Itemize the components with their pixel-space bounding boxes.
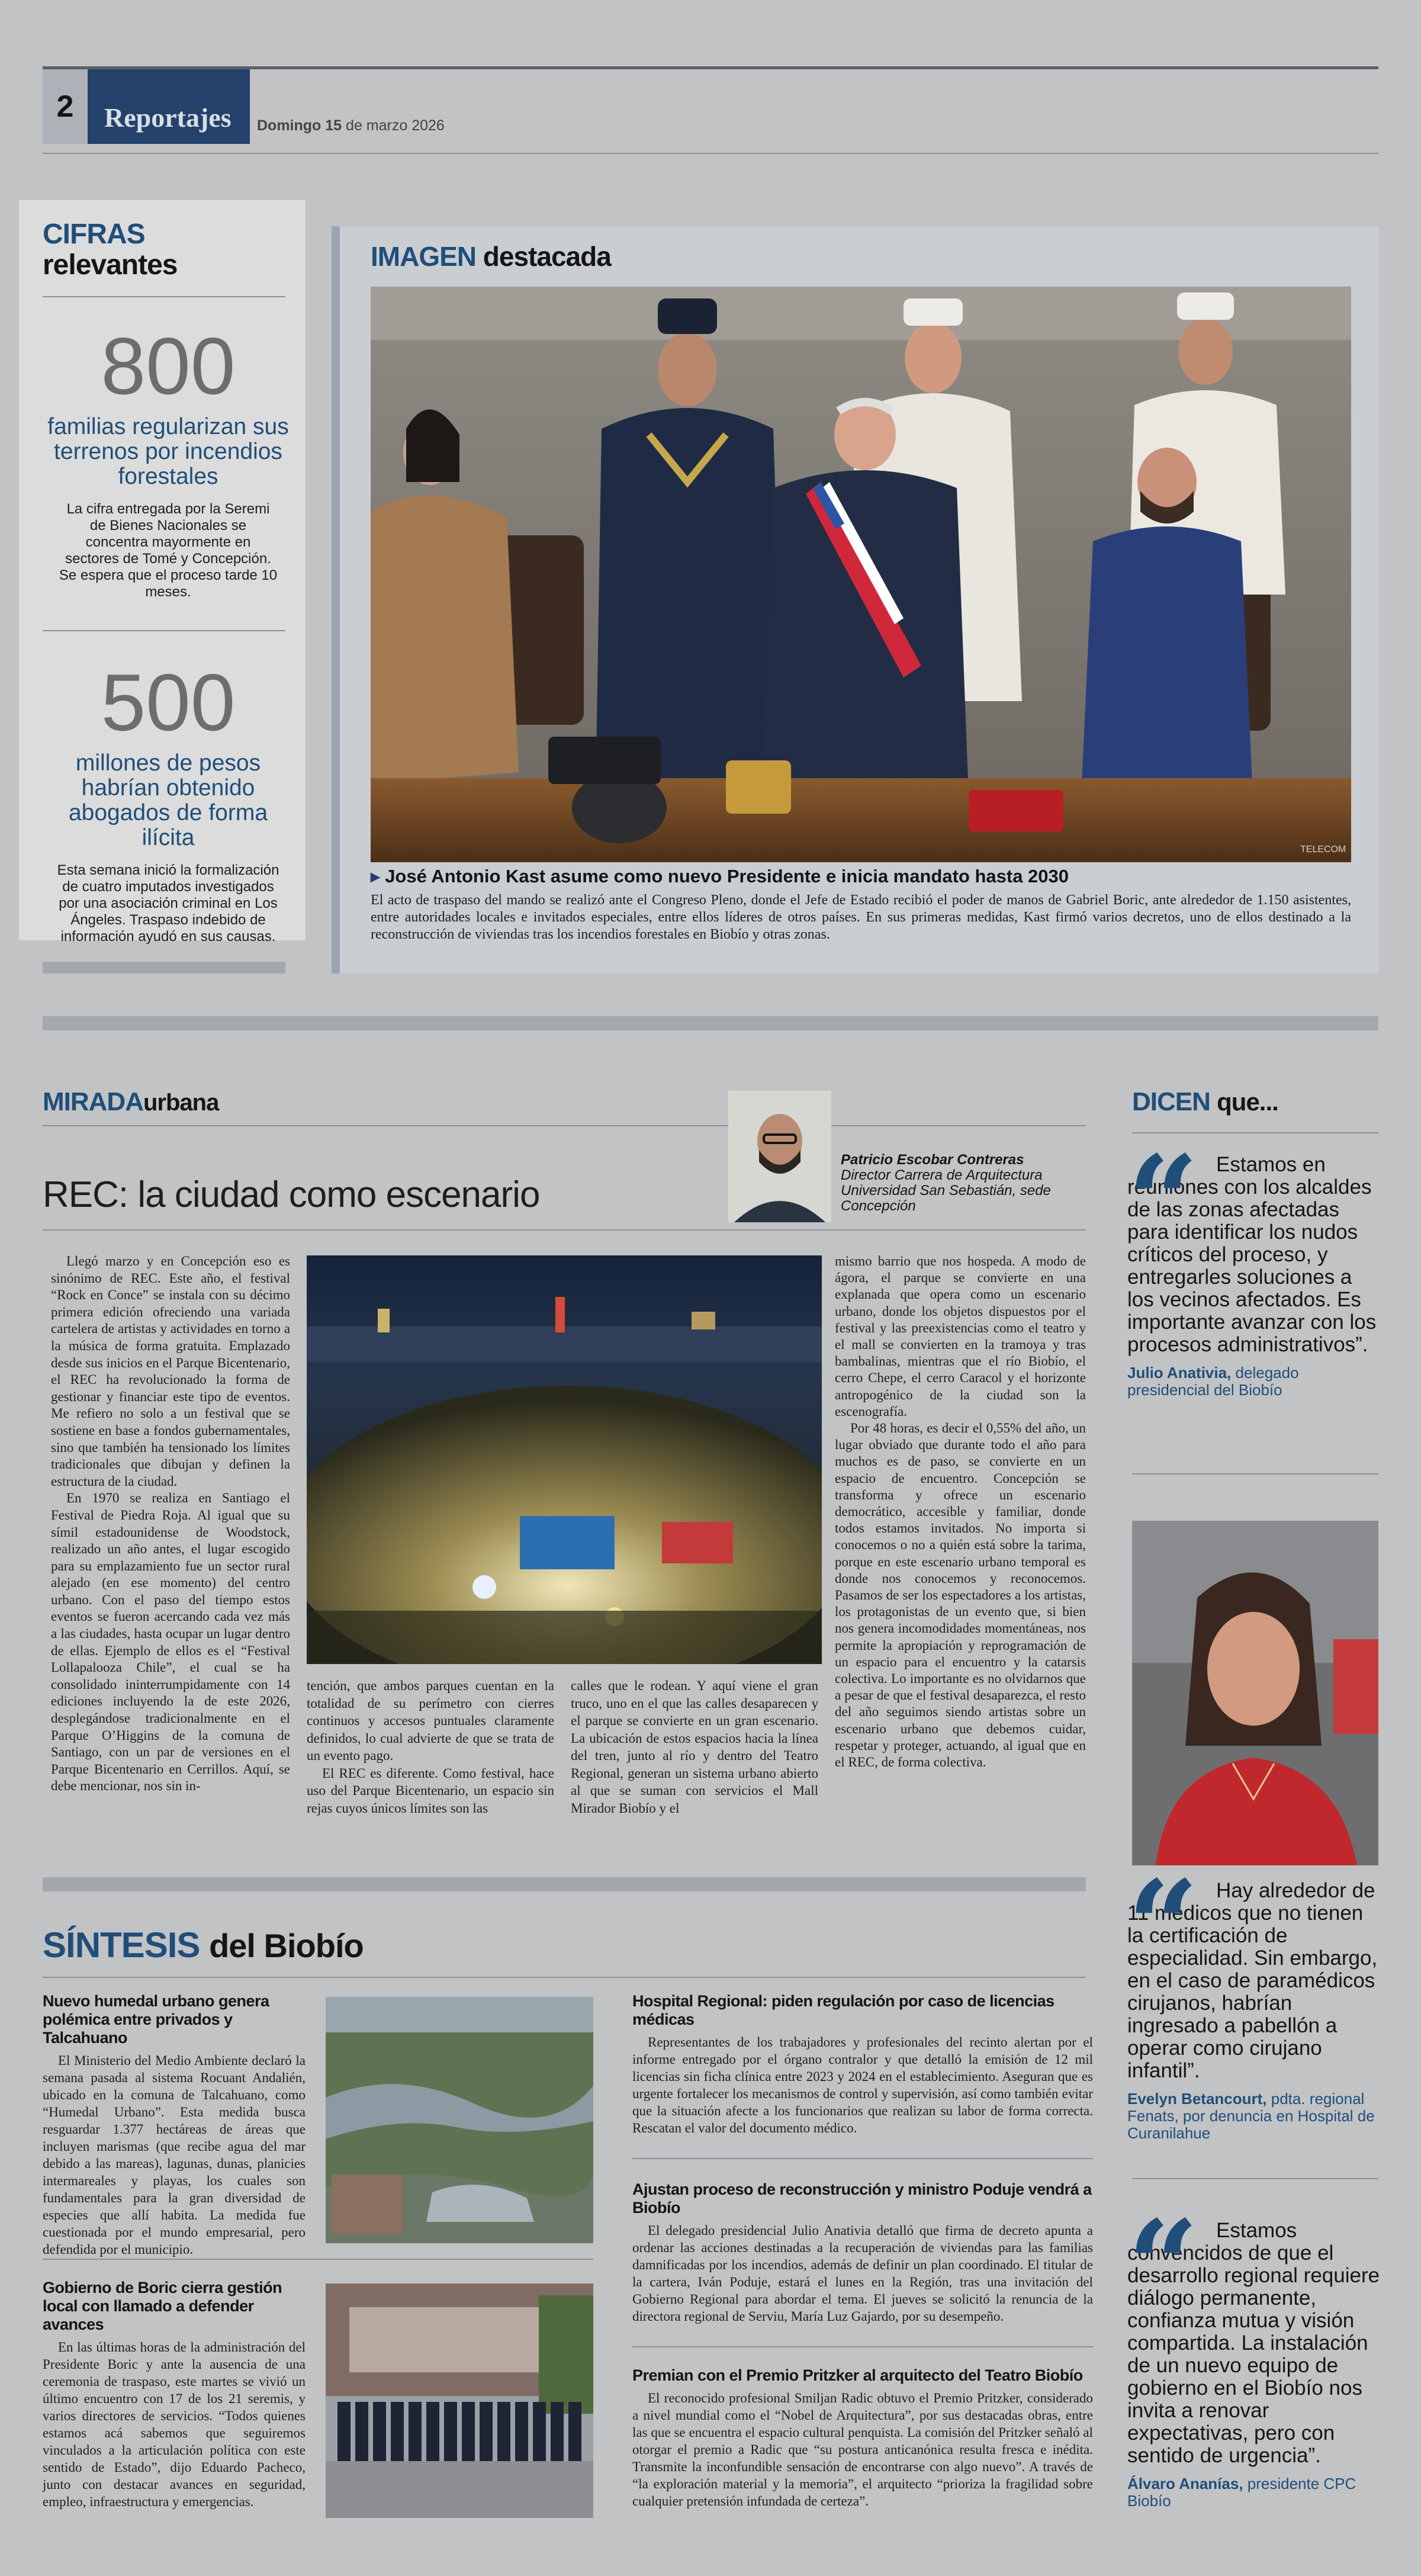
dicen-quote — [1127, 1880, 1382, 2142]
story-title: Hospital Regional: piden regulación por caso de licencias médicas — [632, 1992, 1055, 2028]
issue-date — [257, 117, 445, 134]
cifras-footer-bar — [43, 962, 285, 974]
quote-text: Hay alrededor de 11 médicos que no tienen la certificación de especialidad. Sin embargo, en el caso de paramédicos cirujanos, habrían ingresado a pabellón a operar como cirujano infantil”. — [1127, 1879, 1378, 2082]
mirada-paragraph: Por 48 horas, es decir el 0,55% del año, un lugar obviado que durante todo el año para muchos es de paso, se convierte en un espacio de encuentro. Concepción se transforma y ofrece un escenario democrático, accesible y familiar, donde todos estamos invitados. No importa si conocemos o no a quién está sobre la tarima, porque en este escenario urbano temporal es donde nos conocemos y reconocemos. Pasamos de ser los espectadores a los artistas, los protagonistas de un evento que, si bien nos genera incomodidades momentáneas, nos permite la apropiación y reprogramación de un espacio para el encuentro y la catarsis colectiva. Lo importante es no olvidarnos que a pesar de que el festival desaparezca, el resto del año seguimos siendo artistas sobre un escenario urbano que debemos cuidar, respetar y proteger, actuando, al igual que en el REC, de forma colectiva. — [835, 1421, 1086, 1770]
cifras-title-b: relevantes — [43, 249, 178, 281]
mirada-paragraph: calles que le rodean. Y aquí viene el gran truco, uno en el que las calles desaparecen y el parque se convierte en un gran escenario. La ubicación de estos espacios hacia la línea del tren, junto al río y dentro del Teatro Regional, generan un sistema urbano abierto al que se suman con servicios el Mall Mirador Biobío y el — [571, 1678, 818, 1816]
story-paragraph: El Ministerio del Medio Ambiente declaró la semana pasada al sistema Rocuant Andalién, ubicado en la comuna de Talcahuano, como “Humedal Urbano”. Esta medida busca resguardar 1.377 hectáreas de áreas que incluyen marismas (que recibe agua del mar debido a las mareas), lagunas, dunas, planicies intermareales y playas, los cuales son fundamentales para la gran diversidad de especies que allí habita. La medida fue cuestionada por el mundo empresarial, pero defendida por el municipio. — [43, 2053, 306, 2257]
date-number: 15 — [325, 117, 342, 134]
mirada-paragraph: Llegó marzo y en Concepción eso es sinónimo de REC. Este año, el festival “Rock en Conce” se instala con su décimo primera edición ofreciendo una variada cartelera de artistas y actividades en torno a la música de forma gratuita. Emplazado desde sus inicios en el Parque Bicentenario, el REC ha revolucionado la forma de gestionar y financiar este tipo de eventos. Me refiero no solo a un festival que se sostiene en base a fondos gubernamentales, sino que también ha tensionado los límites tradicionales que dibujan y definen la estructura de la ciudad. — [51, 1254, 290, 1489]
sintesis-title-b: del Biobío — [209, 1927, 364, 1964]
quote-author-role: delegado presidencial del Biobío — [1127, 1364, 1299, 1399]
story-text — [632, 2034, 1093, 2137]
sintesis-story — [632, 1992, 1093, 2137]
wetland-photo — [326, 1997, 593, 2243]
quote-author — [1127, 2090, 1382, 2142]
group-photo-illustration — [326, 2283, 593, 2518]
dicen-quote — [1127, 1154, 1382, 1399]
featured-photo — [371, 287, 1351, 862]
story-title: Nuevo humedal urbano genera polémica entre privados y Talcahuano — [43, 1992, 269, 2047]
quote-author-name: Álvaro Ananías, — [1127, 2475, 1243, 2493]
sintesis-story — [43, 1992, 306, 2258]
sintesis-right-divider — [632, 2346, 1093, 2347]
quote-author-name: Julio Anativia, — [1127, 1364, 1232, 1382]
quote-author — [1127, 1364, 1382, 1399]
dicen-divider — [1132, 2178, 1378, 2179]
imagen-title — [371, 240, 611, 272]
sintesis-story — [632, 2180, 1093, 2325]
story-paragraph: En las últimas horas de la administración del Presidente Boric y ante la ausencia de una ceremonia de traspaso, este martes se vivió un último encuentro con 17 de los 21 seremis, y varios directores de servicios. “Todos quienes estamos acá sabemos que seguiremos vinculados a la articulación política con este sentido de Estado”, dijo Eduardo Pacheco, junto con destacar avances en seguridad, empleo, infraestructura y emergencias. — [43, 2340, 306, 2509]
quote-author-role: pdta. regional Fenats, por denuncia en Hospital de Curanilahue — [1127, 2090, 1375, 2142]
imagen-title-a: IMAGEN — [371, 241, 476, 272]
story-title: Premian con el Premio Pritzker al arquitecto del Teatro Biobío — [632, 2366, 1083, 2384]
section-separator — [43, 1016, 1378, 1030]
cifra-text: Esta semana inició la formalización de cuatro imputados investigados por una asociación criminal en Los Ángeles. Traspaso indebido de información ayudó en sus causas. — [57, 862, 279, 945]
sintesis-title — [43, 1925, 364, 1965]
author-role: Universidad San Sebastián, sede — [841, 1183, 1051, 1199]
author-portrait-icon — [728, 1091, 831, 1222]
dicen-divider — [1132, 1473, 1378, 1475]
cifra-item — [43, 657, 294, 945]
cifra-headline: millones de pesos habrían obtenido abogados de forma ilícita — [68, 750, 268, 850]
wetland-aerial-illustration — [326, 1997, 593, 2243]
cifras-divider — [43, 630, 285, 631]
dicen-quote — [1127, 2220, 1382, 2510]
page-number: 2 — [56, 89, 74, 124]
featured-photo-illustration — [371, 287, 1351, 862]
quote-photo — [1132, 1521, 1378, 1865]
sintesis-right-divider — [632, 2158, 1093, 2159]
mirada-title-a: MIRADA — [43, 1087, 143, 1116]
cifras-title-a: CIFRAS — [43, 219, 145, 250]
dicen-title-a: DICEN — [1132, 1087, 1210, 1116]
sintesis-title-rule — [43, 1977, 1086, 1978]
quote-mark-icon — [1127, 1151, 1204, 1222]
mirada-paragraph: El REC es diferente. Como festival, hace uso del Parque Bicentenario, un espacio sin rejas cuyos únicos límites son las — [307, 1765, 554, 1816]
mirada-column-2 — [307, 1677, 554, 1817]
author-block — [841, 1152, 1051, 1214]
mirada-title-b: urbana — [143, 1090, 219, 1116]
sintesis-left-divider — [43, 2259, 593, 2260]
author-photo — [728, 1091, 831, 1222]
date-rest: de marzo 2026 — [346, 117, 445, 134]
story-text — [632, 2222, 1093, 2325]
mirada-bottom-bar — [43, 1877, 1086, 1891]
story-text — [632, 2389, 1093, 2510]
concert-photo — [307, 1255, 822, 1664]
sintesis-title-a: SÍNTESIS — [43, 1925, 200, 1965]
group-photo — [326, 2283, 593, 2518]
dicen-title-rule — [1132, 1132, 1378, 1133]
author-role: Concepción — [841, 1198, 916, 1214]
photo-watermark: TELECOM — [1300, 844, 1346, 855]
mirada-title-rule — [43, 1125, 1086, 1126]
mirada-paragraph: mismo barrio que nos hospeda. A modo de ágora, el parque se convierte en una explanada que opera como un escenario urbano, donde los objetos dispuestos por el festival y las preexistencias como el teatro y el mall se convierten en la tramoya y tras bambalinas, mientras que el río Biobío, el cerro Chepe, el cerro Caracol y el horizonte antropogénico de la ciudad son la escenografía. — [835, 1254, 1086, 1419]
mirada-headline: REC: la ciudad como escenario — [43, 1174, 540, 1215]
sintesis-story — [43, 2279, 306, 2510]
concert-photo-illustration — [307, 1255, 822, 1664]
story-text — [43, 2339, 306, 2510]
story-paragraph: El reconocido profesional Smiljan Radic obtuvo el Premio Pritzker, considerado a nivel mundial como el “Nobel de Arquitectura”, por sus destacadas obras, entre las que se encuentra el espacio cultural penquista. La comisión del Pritzker señaló al otorgar el premio a Radic que “su postura anticanónica resulta fresca e inédita. Transmite la inconfundible sensación de encontrarse con algo nuevo”. A través de “la exploración material y la memoria”, el arquitecto “prioriza la fragilidad sobre cualquier pretensión infundada de certeza”. — [632, 2391, 1093, 2508]
dicen-title-b: que... — [1217, 1088, 1278, 1116]
story-paragraph: Representantes de los trabajadores y profesionales del recinto alertan por el informe entregado por el órgano contralor y que detalló la emisión de 12 mil licencias sin ficha clínica entre 2023 y 2024 en el establecimiento. Aseguran que es urgente fortalecer los mecanismos de control y supervisión, así como también evitar que la situación afecte a los funcionarios que realizan su labor de forma correcta. Rescatan el valor del documento médico. — [632, 2035, 1093, 2135]
story-text — [43, 2052, 306, 2258]
cifra-headline: familias regularizan sus terrenos por incendios forestales — [47, 414, 289, 489]
quote-author-name: Evelyn Betancourt, — [1127, 2090, 1267, 2108]
author-name: Patricio Escobar Contreras — [841, 1152, 1024, 1168]
cifra-item — [43, 321, 294, 600]
dicen-title — [1132, 1087, 1278, 1117]
mirada-headline-rule — [43, 1229, 1086, 1231]
mirada-paragraph: En 1970 se realiza en Santiago el Festival de Piedra Roja. Al igual que su símil estadounidense de Woodstock, realizado un año antes, el lugar escogido para su emplazamiento fue un sector rural alejado (en ese momento) del centro urbano. Con el paso del tiempo estos eventos se fueron acercando cada vez más a las ciudades, hasta ocupar un lugar dentro de ellas. Ejemplo de ellos es el “Festival Lollapalooza Chile”, el cual se ha consolidado ininterrumpidamente con 14 ediciones incluyendo la de este 2026, desplegándose tradicionalmente en el Parque O’Higgins de la comuna de Santiago, con un par de versiones en el Parque Bicentenario en Cerrillos. Aquí, se debe mencionar, nos sin in- — [51, 1491, 290, 1794]
imagen-panel-accent — [332, 226, 340, 974]
quote-mark-icon — [1127, 1876, 1204, 1947]
header-bottom-rule — [43, 153, 1378, 154]
cifra-number: 500 — [101, 657, 236, 747]
quote-text: Estamos en reuniones con los alcaldes de las zonas afectadas para identificar los nudos críticos del proceso, y entregarles soluciones a los vecinos afectados. Es importante avanzar con los procesos administrativos”. — [1127, 1153, 1377, 1356]
story-title: Ajustan proceso de reconstrucción y ministro Poduje vendrá a Biobío — [632, 2180, 1092, 2217]
mirada-column-4 — [835, 1253, 1086, 1771]
mirada-title — [43, 1087, 218, 1117]
quote-text: Estamos convencidos de que el desarrollo regional requiere diálogo permanente, confianza mutua y visión compartida. La instalación de un nuevo equipo de gobierno en el Biobío nos invita a renovar expectativas, pero con sentido de urgencia”. — [1127, 2219, 1380, 2467]
caption-title-text: José Antonio Kast asume como nuevo Presidente e inicia mandato hasta 2030 — [385, 866, 1069, 886]
cifra-text: La cifra entregada por la Seremi de Bienes Nacionales se concentra mayormente en sectores de Tomé y Concepción. Se espera que el proceso tarde 10 meses. — [59, 501, 278, 600]
woman-portrait-illustration — [1132, 1521, 1378, 1865]
featured-caption — [371, 866, 1351, 943]
date-day: Domingo — [257, 117, 322, 134]
cifra-number: 800 — [101, 321, 236, 411]
story-title: Gobierno de Boric cierra gestión local con llamado a defender avances — [43, 2279, 282, 2333]
cifras-title — [43, 219, 178, 281]
caption-arrow-icon: ▸ — [371, 866, 385, 886]
mirada-column-3 — [571, 1677, 818, 1817]
story-paragraph: El delegado presidencial Julio Anativia detalló que firma de decreto apunta a ordenar las acciones destinadas a la recuperación de viviendas para las familias damnificadas por los incendios, además de definir un plan coordinado. El titular de la cartera, Iván Poduje, estará el lunes en la Región, tras una invitación del Gobierno Regional para abordar el tema. El jueves se solicitó la renuncia de la directora regional de Serviu, María Luz Gajardo, por su desempeño. — [632, 2223, 1093, 2324]
cifras-title-rule — [43, 296, 285, 297]
quote-author-role: presidente CPC Biobío — [1127, 2475, 1356, 2510]
imagen-title-b: destacada — [483, 241, 611, 272]
author-role: Director Carrera de Arquitectura — [841, 1167, 1043, 1183]
sintesis-story — [632, 2366, 1093, 2510]
caption-title — [371, 866, 1351, 887]
caption-text: El acto de traspaso del mando se realizó ante el Congreso Pleno, donde el Jefe de Estado recibió el poder de manos de Gabriel Boric, ante alrededor de 1.150 asistentes, entre autoridades locales e invitados especiales, entre ellos líderes de otros países. En sus primeras medidas, Kast firmó varios decretos, uno de ellos destinado a la reconstrucción de viviendas tras los incendios forestales en Biobío y otras zonas. — [371, 892, 1351, 942]
quote-author — [1127, 2475, 1382, 2510]
mirada-column-1 — [51, 1253, 290, 1795]
section-name: Reportajes — [104, 102, 232, 133]
mirada-paragraph: tención, que ambos parques cuentan en la totalidad de su perímetro con cierres continuos y accesos puntuales claramente definidos, lo cual advierte de que se trata de un evento pago. — [307, 1678, 554, 1763]
quote-mark-icon — [1127, 2216, 1204, 2287]
